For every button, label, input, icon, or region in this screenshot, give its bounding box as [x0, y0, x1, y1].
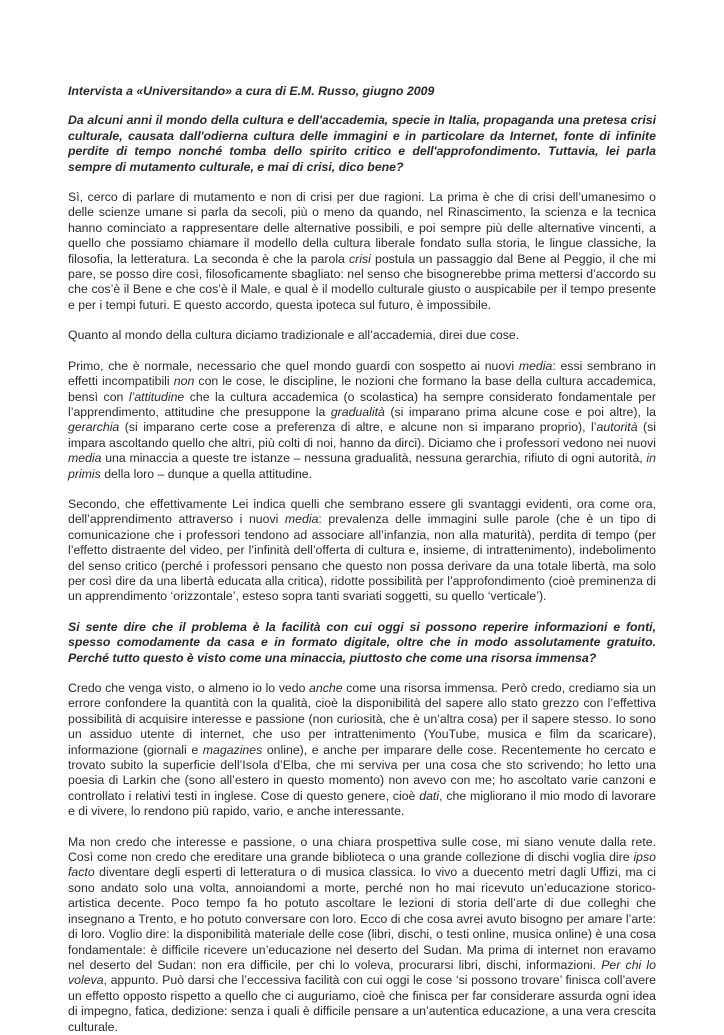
text-run: Secondo, che effettivamente Lei indica quelli che sembrano essere gli svantaggi evidenti, ora come ora, dell’apprendimento attraverso i nuovi: [68, 496, 656, 527]
question-2: Si sente dire che il problema è la facilità con cui oggi si possono reperire informazioni e fonti, spesso comodamente da casa e in formato digitale, oltre che in modo assolutamente gratuito. Perché tutto questo è visto come una minaccia, piuttosto che come una risorsa immensa?: [68, 619, 656, 665]
text-run: online), e anche per imparare delle cose. Recentemente ho cercato e trovato subito la superficie dell’Isola d’Elba, che mi serviva per una cosa che sto scrivendo; ho letto una poesia di Larkin che (sono all’estero in questo momento) non avevo con me; ho ascoltato varie canzoni e controllato i relativi testi in inglese. Cose di questo genere, cioè: [68, 742, 656, 803]
text-run: che la cultura accademica (o scolastica) ha sempre considerato fondamentale per l’apprendimento, attitudine che presuppone la: [68, 389, 656, 419]
text-run: diventare degli esperti di letteratura o di musica classica. Io vivo a duecento metri dagli Uffizi, ma ci sono andato solo una volta, annoiandomi a morte, perché non ho mai ricevuto un’educazione storico-artistica decente. Poco tempo fa ho potuto ascoltare le lezioni di storia dell’arte di due colleghi che insegnano a Trento, e ho potuto conversare con loro. Ecco di che cosa avrei avuto bisogno per amare l’arte: di loro. Voglio dire: la disponibilità materiale delle cose (libri, dischi, o testi online, musica online) è una cosa fondamentale: è difficile ricevere un’educazione nel deserto del Sudan. Ma prima di internet non eravamo nel deserto del Sudan: non era difficile, per chi lo voleva, procurarsi libri, dischi, informazioni.: [68, 865, 656, 972]
italic-term: media: [68, 451, 102, 466]
text-run: con le cose, le discipline, le nozioni che formano la base della cultura accademica, bensì con: [68, 374, 656, 404]
text-run: Ma non credo che interesse e passione, o una chiara prospettiva sulle cose, mi siano venute dalla rete. Così come non credo che ereditare una grande biblioteca o una grande collezione di dischi voglia dire: [68, 834, 656, 865]
answer-paragraph-1: [68, 190, 656, 313]
italic-term: gradualità: [330, 404, 385, 419]
italic-term: anche: [309, 681, 343, 695]
answer-paragraph-4: [68, 497, 656, 605]
text-run: come una risorsa immensa. Però credo, crediamo sia un errore confondere la quantità con la qualità, cioè la disponibilità del sapere allo stato grezzo con l’effettiva possibilità di acquisire interesse e passione (non curiosità, che è un’altra cosa) per il sapere stesso. Io sono un assiduo utente di internet, che uso per intrattenimento (YouTube, musica e film da scaricare), informazione (giornali e: [68, 681, 657, 757]
italic-term: l’attitudine: [128, 389, 185, 404]
italic-term: crisi: [349, 251, 371, 266]
text-run: postula un passaggio dal Bene al Peggio, il che mi pare, se posso dire così, filosoficamente sbagliato: nel senso che bisognerebbe prima mettersi d’accordo su che cos’è il Bene e che cos’è il Male, e qual è il modello culturale giusto o auspicabile per il tempo presente e per i tempi futuri. E questo accordo, questa ipoteca sul futuro, è impossibile.: [68, 251, 656, 312]
text-run: , appunto. Può darsi che l’eccessiva facilità con cui oggi le cose ‘si possono trovare’ finisca coll’avere un effetto opposto rispetto a quello che ci auguriamo, cioè che finisca per far considerare assurda ogni idea di impegno, fatica, dedizione: senza i quali è difficile pensare a un’autentica educazione, a una vera crescita culturale.: [68, 973, 656, 1034]
italic-term: gerarchia: [68, 420, 120, 435]
interview-title: Intervista a «Universitando» a cura di E.M. Russo, giugno 2009: [68, 84, 435, 98]
text-run: Sì, cerco di parlare di mutamento e non di crisi per due ragioni. La prima è che di crisi dell’umanesimo o delle scienze umane si parla da secoli, più o meno da quando, nel Rinascimento, la scienza e la tecnica hanno cominciato a rappresentare delle alternative possibili, e poi sempre più delle alternative vincenti, a quello che possiamo chiamare il modello della cultura liberale fondato sulla storia, le lingue classiche, la filosofia, la letteratura. La seconda è che la parola: [68, 190, 656, 266]
text-run: della loro – dunque a quella attitudine.: [100, 466, 313, 481]
text-run: una minaccia a queste tre istanze – nessuna gradualità, nessuna gerarchia, rifiuto di ogni autorità,: [101, 451, 647, 466]
italic-term: dati: [419, 788, 440, 803]
text-run: Primo, che è normale, necessario che quel mondo guardi con sospetto ai nuovi: [68, 358, 519, 373]
italic-term: magazines: [202, 742, 263, 757]
text-run: (si impara ascoltando quello che altri, più colti di noi, hanno da dirci). Diciamo che i professori vedono nei nuovi: [68, 420, 656, 450]
answer-paragraph-5: [68, 681, 656, 820]
answer-paragraph-3: [68, 359, 656, 482]
italic-term: ipso facto: [68, 850, 656, 880]
italic-term: in primis: [68, 451, 656, 481]
text-run: : essi sembrano in effetti incompatibili: [68, 358, 656, 389]
text-run: (si imparano prima alcune cose e poi altre), la: [384, 404, 657, 419]
question-1: Da alcuni anni il mondo della cultura e dell'accademia, specie in Italia, propaganda una pretesa crisi culturale, causata dall'odierna cultura delle immagini e in particolare da Internet, fonte di infinite perdite di tempo nonché tomba dello spirito critico e dell'approfondimento. Tuttavia, lei parla sempre di mutamento culturale, e mai di crisi, dico bene?: [68, 113, 656, 174]
answer-paragraph-2: Quanto al mondo della cultura diciamo tradizionale e all’accademia, direi due cose.: [68, 328, 520, 343]
italic-term: media: [518, 358, 553, 373]
text-run: Credo che venga visto, o almeno io lo vedo: [68, 681, 310, 695]
italic-term: media: [284, 512, 319, 527]
italic-term: non: [173, 374, 195, 389]
answer-paragraph-6: [68, 835, 656, 1035]
italic-term: autorità: [596, 420, 638, 435]
text-run: , che migliorano il mio modo di lavorare e di vivere, lo rendono più rapido, vario, e anche interessante.: [68, 788, 656, 819]
text-run: (si imparano certe cose a preferenza di altre, e alcune non si imparano proprio), l’: [119, 420, 597, 435]
text-run: : prevalenza delle immagini sulle parole (che è un tipo di comunicazione che i professori tendono ad associare all’infanzia, non alla maturità), perdita di tempo (per l’effetto distraente del video, per l’infinità dell’offerta di cultura e, insieme, di intrattenimento), indebolimento del senso critico (perché i professori pensano che questo non possa derivare da una totale libertà, ma solo per così dire da una libertà educata alla critica), ridotte possibilità per l’approfondimento (cioè preminenza di un apprendimento ‘orizzontale’, esteso sopra tanti svariati soggetti, su quello ‘verticale’).: [68, 512, 656, 604]
italic-term: Per chi lo voleva: [68, 957, 656, 988]
